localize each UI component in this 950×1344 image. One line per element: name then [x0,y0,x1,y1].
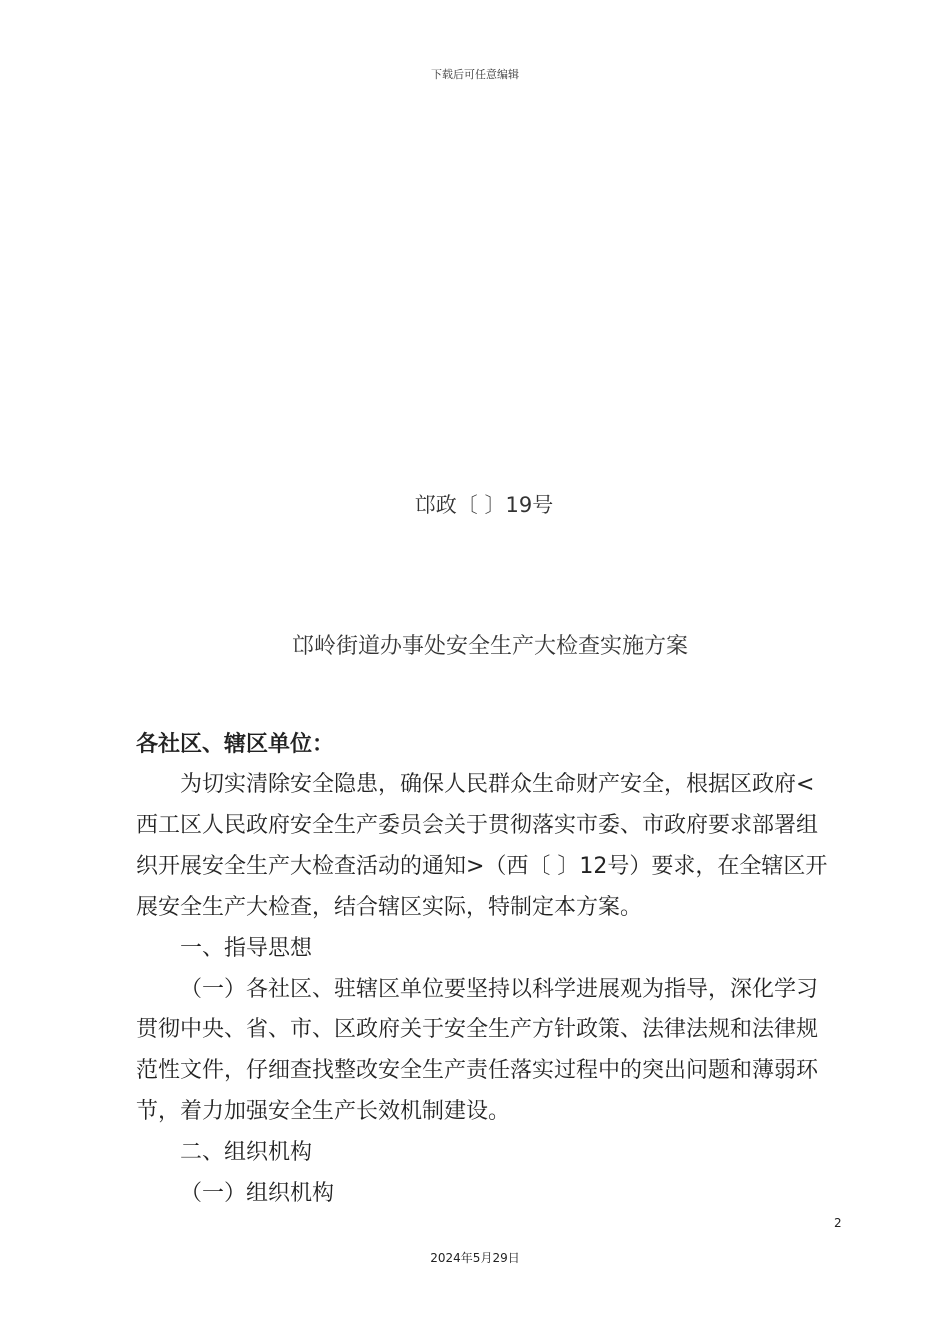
subsection-heading-organization: （一）组织机构 [180,1181,335,1207]
paragraph-intro: 为切实清除安全隐患，确保人民群众生命财产安全，根据区政府<西工区人民政府安全生产委员会关于贯彻落实市委、市政府要求部署组织开展安全生产大检查活动的通知>（西〔 〕12号）要求，在全辖区开展安全生产大检查，结合辖区实际，特制定本方案。 [136,772,828,920]
section-heading-guiding-ideology: 一、指导思想 [180,935,313,961]
header-note: 下载后可任意编辑 [431,68,519,81]
page-number: 2 [834,1216,842,1230]
paragraph-guiding-ideology: （一）各社区、驻辖区单位要坚持以科学进展观为指导，深化学习贯彻中央、省、市、区政府关于安全生产方针政策、法律法规和法律规范性文件，仔细查找整改安全生产责任落实过程中的突出问题和薄弱环节，着力加强安全生产长效机制建设。 [136,976,819,1125]
section-heading-organization: 二、组织机构 [180,1140,313,1166]
document-number: 邙政〔 〕19号 [414,493,554,517]
document-title: 邙岭街道办事处安全生产大检查实施方案 [291,634,688,659]
footer-date: 2024年5月29日 [430,1251,520,1265]
document-body [136,765,836,1215]
salutation: 各社区、辖区单位： [136,732,335,757]
